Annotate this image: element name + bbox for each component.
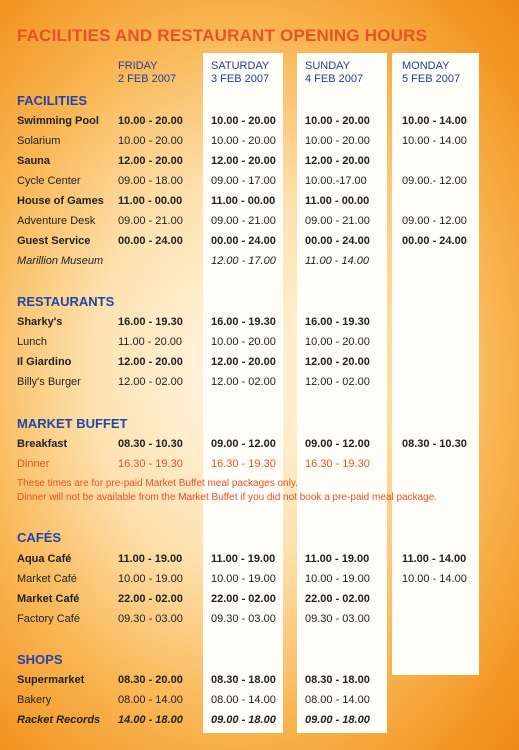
- hours-sunday: 22.00 - 02.00: [305, 593, 370, 605]
- hours-saturday: 10.00 - 19.00: [211, 573, 276, 585]
- hours-saturday: 09.30 - 03.00: [211, 613, 276, 625]
- shop-name: Bakery: [17, 694, 52, 706]
- hours-sunday: 10.00.-17.00: [305, 175, 367, 187]
- facility-name: Swimming Pool: [17, 115, 99, 127]
- table-row: [0, 336, 519, 350]
- hours-saturday: 12.00 - 20.00: [211, 155, 276, 167]
- hours-sunday: 00.00 - 24.00: [305, 235, 370, 247]
- hours-sunday: 09.00 - 21.00: [305, 215, 370, 227]
- hours-friday: 16.30 - 19.30: [118, 458, 183, 470]
- restaurant-name: Billy's Burger: [17, 376, 81, 388]
- hours-friday: 10.00 - 20.00: [118, 135, 183, 147]
- hours-saturday: 16.00 - 19.30: [211, 316, 276, 328]
- hours-friday: 00.00 - 24.00: [118, 235, 183, 247]
- hours-saturday: 11.00 - 00.00: [211, 195, 276, 207]
- cafe-name: Market Café: [17, 573, 77, 585]
- table-row: [0, 573, 519, 587]
- hours-monday: 00.00 - 24.00: [402, 235, 467, 247]
- hours-friday: 22.00 - 02.00: [118, 593, 183, 605]
- table-row: [0, 438, 519, 452]
- hours-sunday: 09.30 - 03.00: [305, 613, 370, 625]
- hours-sunday: 09.00 - 12.00: [305, 438, 370, 450]
- hours-sunday: 10.00 - 20.00: [305, 115, 370, 127]
- hours-friday: 11.00 - 19.00: [118, 553, 183, 565]
- hours-saturday: 09.00 - 12.00: [211, 438, 276, 450]
- day-name: SATURDAY: [211, 60, 270, 72]
- table-row: [0, 115, 519, 129]
- hours-sunday: 12.00 - 20.00: [305, 155, 370, 167]
- hours-saturday: 09.00 - 17.00: [211, 175, 276, 187]
- hours-sunday: 10.00 - 20.00: [305, 336, 370, 348]
- hours-friday: 09.00 - 21.00: [118, 215, 183, 227]
- day-header-sunday: [305, 60, 363, 86]
- hours-friday: 08.30 - 20.00: [118, 674, 183, 686]
- hours-sunday: 10.00 - 19.00: [305, 573, 370, 585]
- meal-name: Dinner: [17, 458, 50, 470]
- cafe-name: Aqua Café: [17, 553, 72, 565]
- restaurant-name: Sharky's: [17, 316, 63, 328]
- day-name: MONDAY: [402, 60, 450, 72]
- hours-saturday: 09.00 - 21.00: [211, 215, 276, 227]
- hours-sunday: 12.00 - 20.00: [305, 356, 370, 368]
- facility-name: Marillion Museum: [17, 255, 104, 267]
- table-row: [0, 376, 519, 390]
- hours-friday: 12.00 - 20.00: [118, 155, 183, 167]
- table-row: [0, 155, 519, 169]
- table-row: [0, 714, 519, 728]
- hours-saturday: 10.00 - 20.00: [211, 336, 276, 348]
- facility-name: Cycle Center: [17, 175, 81, 187]
- hours-friday: 16.00 - 19.30: [118, 316, 183, 328]
- hours-sunday: 16.00 - 19.30: [305, 316, 370, 328]
- day-date: 3 FEB 2007: [211, 73, 270, 85]
- section-title-cafes: CAFÉS: [17, 530, 62, 545]
- hours-friday: 12.00 - 02.00: [118, 376, 183, 388]
- hours-saturday: 22.00 - 02.00: [211, 593, 276, 605]
- shop-name: Racket Records: [17, 714, 101, 726]
- hours-monday: 08.30 - 10.30: [402, 438, 467, 450]
- buffet-note-2: Dinner will not be available from the Market Buffet if you did not book a pre-paid meal package.: [17, 492, 438, 503]
- cafe-name: Market Café: [17, 593, 80, 605]
- table-row: [0, 316, 519, 330]
- day-date: 2 FEB 2007: [118, 73, 177, 85]
- page-title: FACILITIES AND RESTAURANT OPENING HOURS: [17, 26, 428, 45]
- hours-saturday: 09.00 - 18.00: [211, 714, 276, 726]
- facility-name: House of Games: [17, 195, 104, 207]
- hours-saturday: 16.30 - 19.30: [211, 458, 276, 470]
- hours-sunday: 08.00 - 14.00: [305, 694, 370, 706]
- hours-sunday: 09.00 - 18.00: [305, 714, 370, 726]
- hours-monday: 09.00 - 12.00: [402, 215, 467, 227]
- hours-monday: 10.00 - 14.00: [402, 115, 467, 127]
- shop-name: Supermarket: [17, 674, 85, 686]
- facility-name: Solarium: [17, 135, 61, 147]
- table-row: [0, 694, 519, 708]
- hours-monday: 09.00.- 12.00: [402, 175, 467, 187]
- table-row: [0, 356, 519, 370]
- hours-sunday: 16.30 - 19.30: [305, 458, 370, 470]
- hours-saturday: 08.00 - 14.00: [211, 694, 276, 706]
- restaurant-name: Lunch: [17, 336, 47, 348]
- hours-monday: 10.00 - 14.00: [402, 573, 467, 585]
- hours-saturday: 08.30 - 18.00: [211, 674, 276, 686]
- hours-saturday: 12.00 - 02.00: [211, 376, 276, 388]
- section-title-restaurants: RESTAURANTS: [17, 294, 115, 309]
- table-row: [0, 215, 519, 229]
- hours-saturday: 10.00 - 20.00: [211, 115, 276, 127]
- restaurant-name: Il Giardino: [17, 356, 72, 368]
- hours-sunday: 11.00 - 00.00: [305, 195, 370, 207]
- cafe-name: Factory Café: [17, 613, 80, 625]
- hours-friday: 09.00 - 18.00: [118, 175, 183, 187]
- day-header-saturday: [211, 60, 269, 86]
- facility-name: Guest Service: [17, 235, 91, 247]
- facility-name: Sauna: [17, 155, 51, 167]
- facility-name: Adventure Desk: [17, 215, 96, 227]
- hours-friday: 11.00 - 00.00: [118, 195, 183, 207]
- day-date: 5 FEB 2007: [402, 73, 461, 85]
- buffet-note-1: These times are for pre-paid Market Buffet meal packages only.: [17, 478, 298, 489]
- hours-sunday: 11.00 - 19.00: [305, 553, 370, 565]
- hours-saturday: 10.00 - 20.00: [211, 135, 276, 147]
- table-row: [0, 613, 519, 627]
- hours-friday: 14.00 - 18.00: [118, 714, 183, 726]
- hours-friday: 10.00 - 20.00: [118, 115, 183, 127]
- hours-saturday: 00.00 - 24.00: [211, 235, 276, 247]
- hours-monday: 11.00 - 14.00: [402, 553, 467, 565]
- hours-friday: 12.00 - 20.00: [118, 356, 183, 368]
- hours-friday: 09.30 - 03.00: [118, 613, 183, 625]
- table-row: [0, 458, 519, 472]
- section-title-shops: SHOPS: [17, 652, 63, 667]
- table-row: [0, 593, 519, 607]
- hours-monday: 10.00 - 14.00: [402, 135, 467, 147]
- hours-friday: 10.00 - 19.00: [118, 573, 183, 585]
- hours-friday: 08.00 - 14.00: [118, 694, 183, 706]
- table-row: [0, 195, 519, 209]
- day-header-monday: [402, 60, 460, 86]
- table-row: [0, 674, 519, 688]
- table-row: [0, 553, 519, 567]
- hours-sunday: 11.00 - 14.00: [305, 255, 370, 267]
- hours-sunday: 12.00 - 02.00: [305, 376, 370, 388]
- table-row: [0, 175, 519, 189]
- meal-name: Breakfast: [17, 438, 68, 450]
- hours-friday: 11.00 - 20.00: [118, 336, 183, 348]
- hours-sunday: 10.00 - 20.00: [305, 135, 370, 147]
- day-name: SUNDAY: [305, 60, 351, 72]
- section-title-facilities: FACILITIES: [17, 93, 88, 108]
- hours-sunday: 08.30 - 18.00: [305, 674, 370, 686]
- day-date: 4 FEB 2007: [305, 73, 364, 85]
- table-row: [0, 135, 519, 149]
- hours-friday: 08.30 - 10.30: [118, 438, 183, 450]
- hours-saturday: 11.00 - 19.00: [211, 553, 276, 565]
- day-name: FRIDAY: [118, 60, 158, 72]
- table-row: [0, 235, 519, 249]
- hours-saturday: 12.00 - 20.00: [211, 356, 276, 368]
- table-row: [0, 255, 519, 269]
- day-header-friday: [118, 60, 176, 86]
- hours-saturday: 12.00 - 17.00: [211, 255, 276, 267]
- section-title-market-buffet: MARKET BUFFET: [17, 416, 128, 431]
